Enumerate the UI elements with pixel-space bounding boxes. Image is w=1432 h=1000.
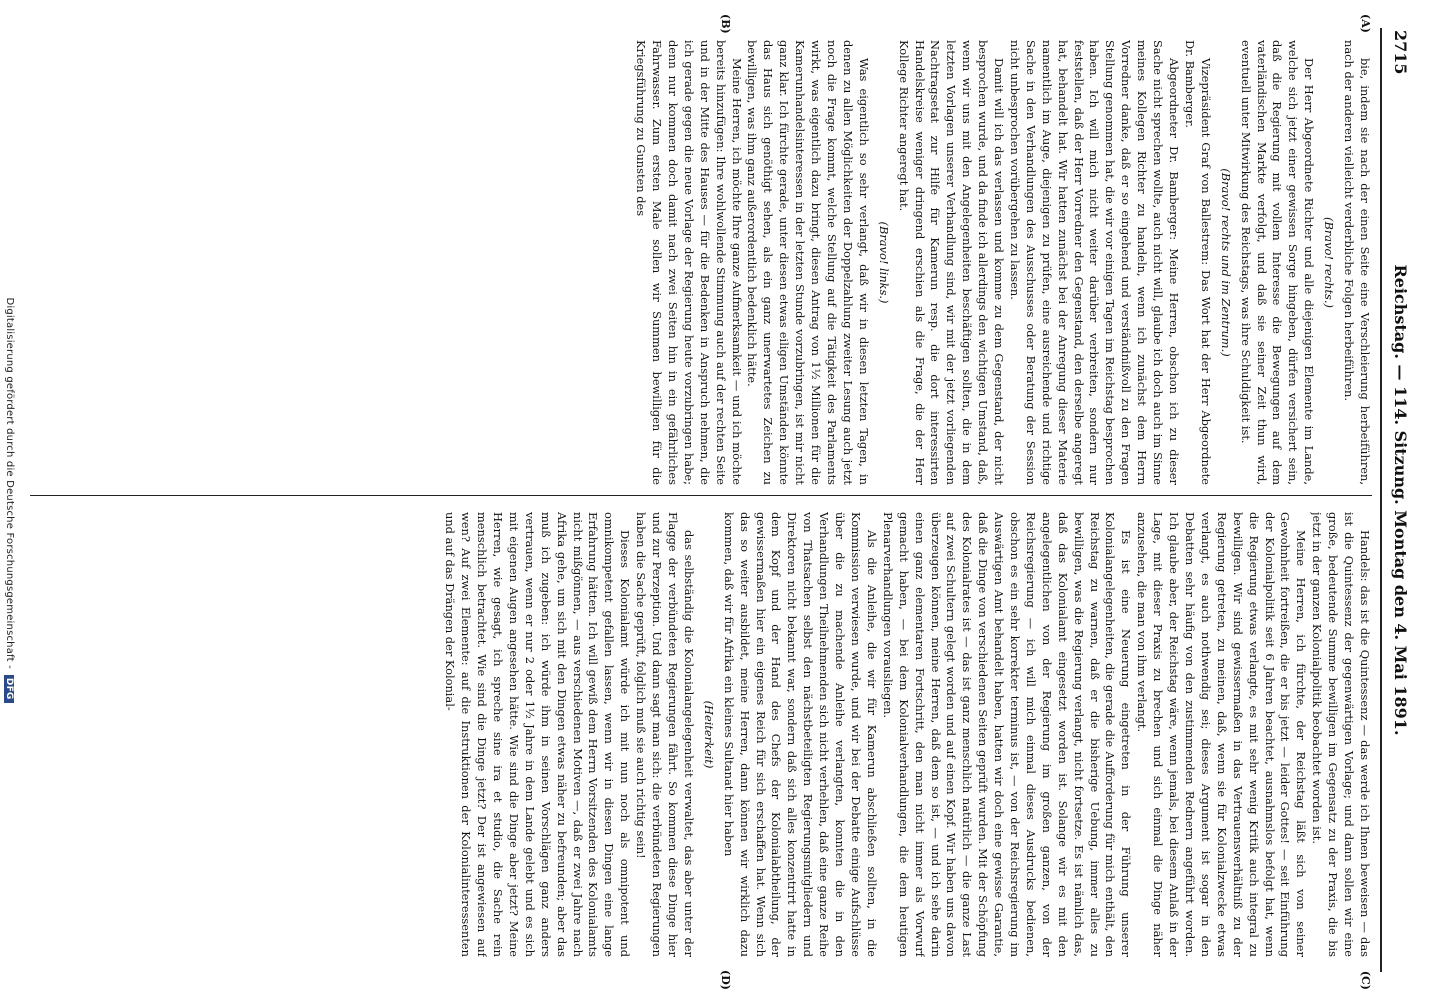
- paragraph: Handels: das ist die Quintessenz — das werde ich Ihnen beweisen — das ist die Quintessenz der gegenwärtigen Vorlage; und dann sollen wir eine große, bedeutende Summe bewilligen im Gegensatz zu der Praxis, die bis jetzt in der ganzen Kolonialpolitik beobachtet worden ist.: [1310, 512, 1372, 957]
- paragraph: Dieses Kolonialamt würde ich mit nun noch als omnipotent und omnikompetent gefallen lassen, wenn wir in diesen Dingen eine lange Erfahrung hätten. Ich will gewiß dem Herrn Vorsitzenden des Kolonialamts nicht mißgönnen, — aus verschiedenen Motiven —, daß er zwei Jahre nach Afrika gehe, um sich mit den Dingen etwas näher zu befreunden; aber das muß ich zugeben: ich würde ihm in seinen Vorschlägen ganz anders vertrauen, wenn er nur 2 oder 1½ Jahre in dem Lande gelebt und es sich mit eigenen Augen angesehen hätte. Wie sind die Dinge aber jetzt? Meine Herren, wie gesagt, ich spreche sine ira et studio, die Sache rein menschlich betrachtet. Wie sind die Dinge jetzt? Der ist angewiesen auf wen? Auf zwei Elemente: auf die Instruktionen der Kolonialinteressenten und auf das Drängen der Kolonial-: [443, 512, 633, 957]
- running-title: Reichstag. — 114. Sitzung. Montag den 4. Mai 1891.: [1391, 264, 1410, 736]
- margin-marker-d: (D): [719, 970, 732, 990]
- paragraph: Abgeordneter Dr. Bamberger: Meine Herren, obschon ich zu dieser Sache nicht sprechen wollte, auch nicht will, glaube ich doch auch im Sinne meines Kollegen Richter zu handeln, wenn ich zunächst dem Herrn Vorredner danke, daß er so eingehend und verständnißvoll zu den Fragen Stellung genommen hat, die wir vor einigen Tagen im Reichstag besprochen haben. Ich will mich nicht weiter darüber verbreiten, sondern nur feststellen, daß der Herr Vorredner den Gegenstand, den derselbe angeregt hat, behandelt hat. Wir hatten zunächst bei der Anregung dieser Materie namentlich im Auge, diejenigen zu prüfen, eine ausreichende und richtige Sache in den Verhandlungen des Ausschusses oder Beratung der Session nicht unbesprochen vorübergehen zu lassen.: [1007, 40, 1182, 485]
- footer-text: Digitalisierung gefördert durch die Deutsche Forschungsgemeinschaft -: [4, 297, 15, 669]
- header-rule: [1380, 28, 1382, 972]
- dfg-logo: DFG: [4, 675, 14, 703]
- margin-marker-c: (C): [1359, 970, 1372, 990]
- page-header: [1386, 30, 1410, 970]
- paragraph: Meine Herren, ich möchte Ihre ganze Aufmerksamkeit — und ich möchte bereits hinzufügen: Ihre wohlwollende Stimmung auch auf der rechten Seite und in der Mitte des Hauses — für die Bedenken in Anspruch nehmen, die ich gerade gegen die neue Vorlage der Regierung heute vorzubringen habe; denn nur kommen doch damit nach zwei Seiten hin in ein gefährliches Fahrwasser. Zum ersten Male sollen wir Summen bewilligen für die Kriegsführung zu Gunsten des: [634, 40, 744, 485]
- paragraph: Der Herr Abgeordnete Richter und alle diejenigen Elemente im Lande, welche sich jetzt einer gewissen Sorge hingeben, dürfen versichert sein, daß die Regierung mit vollem Interesse die Bewegungen auf dem vaterländischen Markte verfolgt, und daß sie seiner Zeit thun wird, eventuell unter Mitwirkung des Reichstags, was ihre Schuldigkeit ist.: [1238, 40, 1317, 485]
- page-footer: [4, 0, 15, 1000]
- margin-marker-a: (A): [1359, 14, 1372, 33]
- interjection: (Bravo! rechts.): [1322, 217, 1337, 308]
- column-divider: [30, 495, 1372, 496]
- interjection: (Bravo! rechts und im Zentrum.): [1218, 168, 1233, 357]
- interjection: (Heiterkeit): [701, 700, 716, 769]
- paragraph: Damit will ich das verlassen und komme zu dem Gegenstand, der nicht besprochen wurde, und da finde ich allerdings den wichtigen Umstand, daß, wenn wir uns mit den Angelegenheiten beschäftigen sollten, die in dem letzten Vorlagen unserer Verhandlung sind, wir mit der jetzt vorliegenden Nachtragsetat zur Hilfe für Kamerun resp. die dort interessirten Handelskreise weniger dringend erschien als die Frage, die der Herr Kollege Richter angeregt hat.: [896, 40, 1007, 485]
- interjection: (Bravo! links.): [876, 221, 891, 304]
- left-column: [30, 40, 1372, 485]
- paragraph: Meine Herren, ich fürchte, der Reichstag läßt sich von seiner Gewohnheit fortreißen, die er bis jetzt — leider Gottes! — seit Einführung der Kolonialpolitik seit 6 Jahren beachtet, ausnahmslos befolgt hat, wenn die Regierung etwas verlangte, es mit sehr wenig Kritik auch integral zu bewilligen. Wir sind gewissermaßen in das Vertrauensverhältniß zu der Regierung getreten, zu meinen, daß, wenn sie für Kolonialzwecke etwas verlangt, es auch nothwendig sei; dieses Argument ist sogar in den Debatten sehr häufig von den zustimmenden Rednern angeführt worden. Ich glaube aber, der Reichstag wäre, wenn jemals, bei diesem Anlaß in der Lage, mit dieser Praxis zu brechen und sich einmal die Dinge näher anzusehen, die man von ihm verlangt.: [1135, 512, 1309, 957]
- paragraph: Als die Anleihe, die wir für Kamerun abschließen sollten, in die Kommission verwiesen wurde, und wir bei der Debatte einige Aufschlüsse über die zu machende Anleihe verlangten, konnten die in den Verhandlungen Theilnehmenden sich nicht verhehlen, daß eine ganze Reihe von Thatsachen selbst den nächstbeteiligten Regierungsmitgliedern und Direktoren nicht bekannt war, sondern daß sich alles konzentrirt hatte in dem Kopf und der Hand des Chefs der Kolonialabtheilung, der gewissermaßen hier ein eigenes Reich für sich erschaffen hat. Wenn sich das so weiter ausbildet, meine Herren, dann können wir wirklich dazu kommen, daß wir für Afrika ein kleines Sultanat hier haben: [721, 512, 879, 957]
- paragraph: Es ist eine Neuerung eingetreten in der Führung unserer Kolonialangelegenheiten, die gerade die Aufforderung für mich enthält, den Reichstag zu warnen, daß er die bisherige Uebung, immer alles zu bewilligen, was die Regierung verlangt, nicht fortsetze. Es ist nämlich das, daß das Kolonialamt eingesetzt worden ist. Solange wir es mit den angelegentlichen von der Regierung im großen ganzen, von der Reichsregierung — ich will mich einmal dieses Ausdrucks bedienen, obschon es ein sehr korrekter terminus ist, — von der Reichsregierung im Auswärtigen Amt behandelt haben, hatten wir doch eine gewisse Garantie, daß die Dinge von verschiedenen Seiten geprüft wurden. Mit der Schöpfung des Kolonialrates ist — das ist ganz menschlich natürlich — die ganze Last auf zwei Schultern gelegt worden und auf einen Kopf. Wir haben uns davon überzeugen können, meine Herren, daß dem so ist, — und ich sehe darin einen ganz elementaren Fortschritt, den man nicht immer als Vorwurf gemacht haben, — bei dem Kolonialverhandlungen, die dem heutigen Plenarverhandlungen vorausliegen.: [880, 512, 1134, 957]
- right-column: [30, 512, 1372, 957]
- paragraph: Was eigentlich so sehr verlangt, daß wir in diesen letzten Tagen, in denen zu allen Möglichkeiten der Doppelzahlung zweiter Lesung auch jetzt noch die Frage kommt, welche Stellung auf die Tätigkeit des Parlaments wirkt, was eigentlich dazu bringt, diesen Antrag von 1½ Millionen für die Kamerunhandelsinteressen in der letzten Stunde vorzubringen, ist mir nicht ganz klar. Ich fürchte gerade, unter diesen etwas eiligen Umständen könnte das Haus sich genöthigt sehen, als ein ganz unerwartetes Zeichen zu bewilligen, was ihm ganz außerordentlich bedenklich hätte.: [745, 40, 871, 485]
- paragraph: Vizepräsident Graf von Ballestrem: Das Wort hat der Herr Abgeordnete Dr. Bamberger.: [1182, 40, 1213, 485]
- page-number: 2715: [1391, 30, 1410, 75]
- paragraph: das selbständig die Kolonialangelegenheit verwaltet, das aber unter der Flagge der verbündeten Regierungen fährt. So kommen diese Dinge hier und zur Perzeption. Und dann sagt man sich: die verbündeten Regierungen haben die Sache geprüft, folglich muß sie auch richtig sein!: [634, 512, 696, 957]
- paragraph: bie, indem sie nach der einen Seite eine Verschleierung herbeiführen, nach der anderen vielleicht verderbliche Folgen herbeiführen.: [1342, 40, 1372, 485]
- margin-marker-b: (B): [719, 14, 732, 34]
